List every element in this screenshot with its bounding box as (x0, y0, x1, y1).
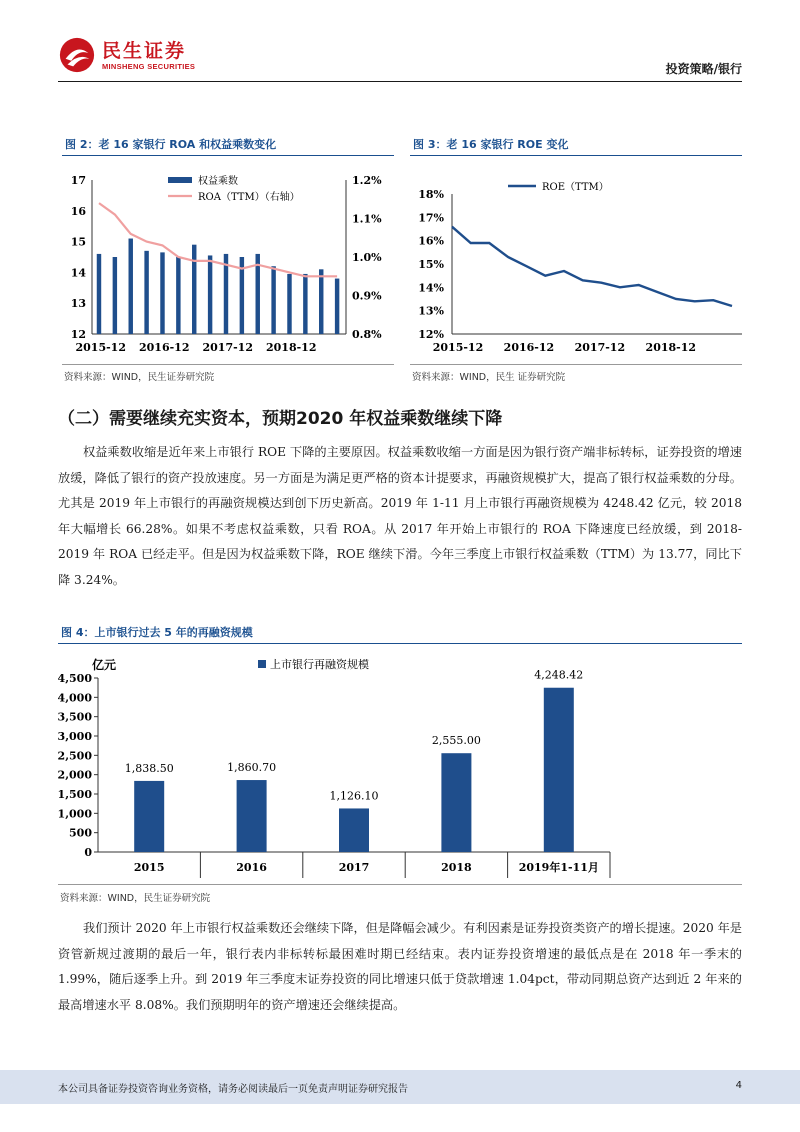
fig4-bar (544, 688, 574, 852)
fig2-bar (160, 252, 164, 334)
page-number: 4 (735, 1080, 742, 1091)
fig2-x-tick-label: 2018-12 (266, 341, 317, 354)
fig4-data-label: 1,838.50 (124, 761, 174, 775)
fig2-x-tick-label: 2015-12 (75, 341, 127, 354)
fig2-right-tick-label: 0.9% (352, 289, 382, 303)
fig2-right-tick-label: 1.2% (352, 174, 382, 187)
fig2-right-tick-label: 1.0% (352, 251, 382, 264)
fig4-y-tick-label: 1,500 (58, 788, 92, 801)
fig4-x-tick-label: 2016 (236, 861, 267, 874)
fig2-source-divider (62, 364, 394, 365)
fig2-left-tick-label: 13 (70, 297, 86, 311)
fig3-y-tick-label: 15% (418, 258, 444, 271)
fig4-legend-swatch (258, 660, 266, 668)
fig4-data-label: 1,126.10 (329, 789, 379, 803)
fig2-right-tick-label: 1.1% (352, 212, 382, 226)
fig4-data-label: 2,555.00 (431, 734, 481, 748)
fig2-bar (287, 274, 291, 334)
fig2-roa-line (99, 203, 337, 276)
fig2-left-tick-label: 14 (70, 266, 86, 280)
fig4-y-tick-label: 4,500 (58, 672, 92, 685)
fig3-x-tick-label: 2016-12 (503, 341, 555, 354)
fig4-y-tick-label: 4,000 (58, 691, 92, 705)
page-header (0, 0, 800, 82)
fig2-left-tick-label: 12 (70, 328, 86, 341)
fig4-bar (441, 753, 471, 852)
header-divider (58, 81, 742, 82)
fig4-source-divider (58, 884, 742, 885)
fig2-bar (192, 245, 196, 334)
footer-disclaimer: 本公司具备证券投资咨询业务资格，请务必阅读最后一页免责声明证券研究报告 (58, 1084, 408, 1095)
fig4-x-tick-label: 2018 (441, 861, 472, 874)
fig2-bar (303, 274, 307, 334)
minsheng-logo-icon (58, 36, 96, 74)
fig4-bar (339, 808, 369, 852)
fig2-x-tick-label: 2016-12 (139, 341, 190, 354)
fig3-y-tick-label: 14% (418, 281, 444, 295)
fig2-x-tick-label: 2017-12 (202, 341, 254, 354)
fig4-chart (58, 650, 742, 882)
fig4-x-tick-label: 2015 (133, 861, 165, 874)
paragraph-1: 权益乘数收缩是近年来上市银行 ROE 下降的主要原因。权益乘数收缩一方面是因为银行资产端非标转标，证券投资的增速放缓，降低了银行的资产投放速度。另一方面是为满足更严格的资本计提要求，再融资规模扩大，提高了银行权益乘数的分母。尤其是 2019 年上市银行的再融资规模达到创下历史新高。2019 年 1-11 月上市银行再融资规模为 4248.42 亿元，较 2018 年大幅增长 66.28%。如果不考虑权益乘数，只看 ROA。从 2017 年开始上市银行的 ROA 下降速度已经放缓，到 2018-2019 年 ROA 已经走平。但是因为权益乘数下降，ROE 继续下滑。今年三季度上市银行权益乘数（TTM）为 13.77，同比下降 3.24%。 (58, 445, 742, 587)
fig2-legend-line-label: ROA（TTM）（右轴） (198, 192, 300, 203)
fig4-unit-label: 亿元 (92, 658, 117, 672)
fig2-bar (335, 279, 339, 334)
fig2-bar (208, 255, 212, 334)
fig4-source: 资料来源：WIND，民生证券研究院 (60, 893, 211, 904)
fig3-chart (408, 166, 744, 360)
fig4-bar (134, 781, 164, 852)
fig2-bar (113, 257, 117, 334)
fig2-left-tick-label: 16 (70, 204, 86, 218)
brand-logo (58, 36, 195, 74)
logo-english-name: MINSHENG SECURITIES (102, 61, 196, 71)
fig2-left-tick-label: 17 (70, 174, 86, 187)
fig2-chart (58, 166, 398, 360)
fig4-y-tick-label: 500 (69, 826, 92, 840)
fig4-y-tick-label: 2,500 (58, 749, 92, 763)
fig2-bar (129, 239, 133, 334)
section-heading: （二）需要继续充实资本，预期2020 年权益乘数继续下降 (58, 409, 503, 429)
fig4-y-tick-label: 3,500 (58, 710, 92, 724)
fig4-x-tick-label: 2017 (338, 861, 370, 874)
fig4-legend-label: 上市银行再融资规模 (270, 658, 369, 671)
fig2-bar (97, 254, 101, 334)
fig4-y-tick-label: 0 (84, 846, 92, 859)
fig3-y-tick-label: 16% (418, 234, 444, 248)
fig2-title: 图 2：老 16 家银行 ROA 和权益乘数变化 (62, 136, 394, 156)
fig2-left-tick-label: 15 (70, 235, 86, 249)
fig4-y-tick-label: 1,000 (58, 807, 92, 821)
fig3-source: 资料来源：WIND，民生 证券研究院 (412, 372, 566, 383)
fig3-title: 图 3：老 16 家银行 ROE 变化 (410, 136, 742, 156)
fig3-x-tick-label: 2015-12 (432, 341, 484, 354)
fig4-data-label: 1,860.70 (227, 761, 277, 775)
paragraph-2: 我们预计 2020 年上市银行权益乘数还会继续下降，但是降幅会减少。有利因素是证券投资类资产的增长提速。2020 年是资管新规过渡期的最后一年，银行表内非标转标最困难时期已经结束。表内证券投资增速的最低点是在 2018 年一季末的 1.99%，随后逐季上升。到 2019 年三季度末证券投资的同比增速只低于贷款增速 1.04pct，带动同期总资产达到近 2 年来的最高增速水平 8.08%。我们预期明年的资产增速还会继续提高。 (58, 921, 742, 1012)
fig3-y-tick-label: 12% (418, 328, 444, 341)
fig3-source-divider (410, 364, 742, 365)
fig3-y-tick-label: 13% (418, 304, 444, 318)
fig4-title: 图 4：上市银行过去 5 年的再融资规模 (58, 624, 742, 644)
fig4-y-tick-label: 2,000 (58, 768, 92, 782)
fig2-right-tick-label: 0.8% (352, 328, 382, 341)
fig3-roe-line (452, 227, 732, 306)
fig3-legend-label: ROE（TTM） (542, 182, 609, 193)
logo-chinese-name: 民生证券 (102, 39, 187, 62)
fig4-y-tick-label: 3,000 (58, 730, 92, 743)
fig3-x-tick-label: 2018-12 (645, 341, 697, 354)
fig2-bar (144, 251, 148, 334)
fig2-legend-bar-label: 权益乘数 (198, 176, 238, 187)
fig3-y-tick-label: 17% (418, 211, 444, 225)
page-footer (0, 1070, 800, 1104)
fig2-bar (271, 266, 275, 334)
fig4-bar (237, 780, 267, 852)
fig3-x-tick-label: 2017-12 (574, 341, 626, 354)
fig4-data-label: 4,248.42 (534, 668, 584, 682)
fig2-legend-bar-swatch (168, 177, 192, 183)
fig2-bar (176, 257, 180, 334)
fig2-source: 资料来源：WIND，民生证券研究院 (64, 372, 215, 383)
fig4-x-tick-label: 2019年1-11月 (518, 861, 599, 874)
fig2-bar (319, 269, 323, 334)
fig3-y-tick-label: 18% (418, 188, 444, 201)
report-category: 投资策略/银行 (665, 62, 742, 76)
